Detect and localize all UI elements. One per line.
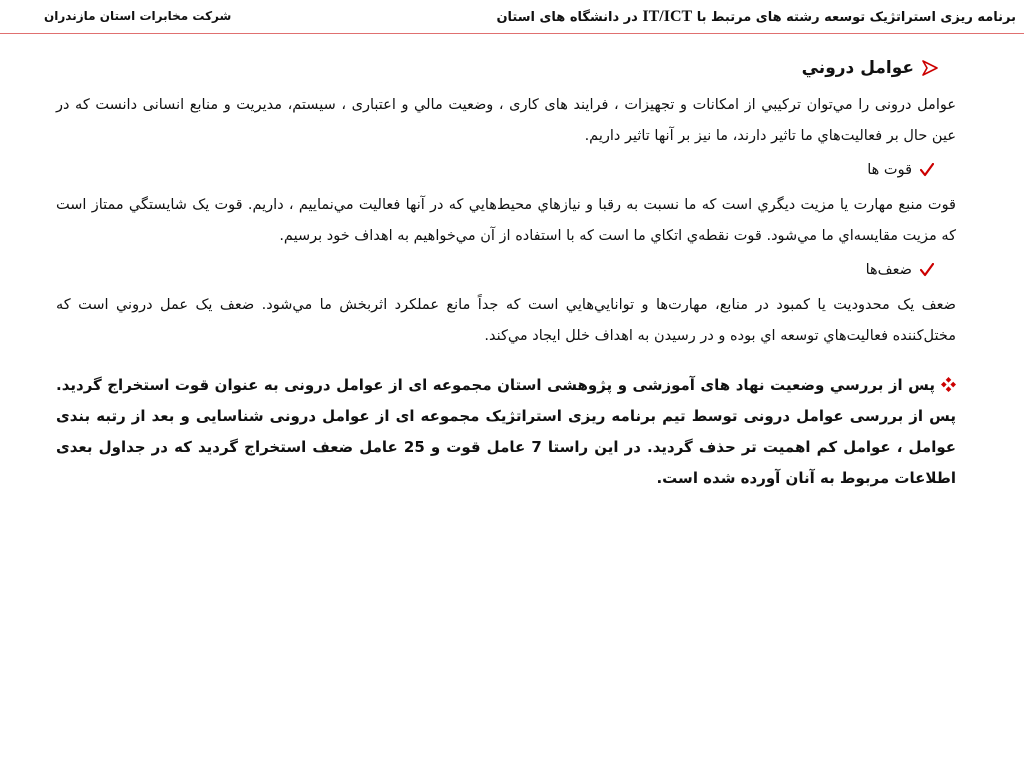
summary-text: پس از بررسي وضعيت نهاد های آموزشی و پژوهشی استان مجموعه ای از عوامل درونی به عنوان قوت استخراج گردید. پس از بررسی عوامل درونی توسط تیم برنامه ریزی استراتژیک مجموعه ای از عوامل درونی شناسایی و بعد از رتبه بندی عوامل ، عوامل کم اهمیت تر حذف گردید. در این راستا 7 عامل قوت و 25 عامل ضعف استخراج گردید که در جداول بعدی اطلاعات مربوط به آنان آورده شده است.	[56, 376, 956, 487]
header-title-post: در دانشگاه های استان	[496, 10, 638, 25]
four-diamond-icon	[941, 377, 956, 392]
weakness-subheading-row	[56, 262, 934, 278]
slide-content	[56, 58, 956, 509]
checkmark-icon	[920, 263, 934, 277]
weakness-paragraph: ضعف يک محدوديت يا كمبود در منابع، مهارت‌ها و توانايي‌هايي است كه جداً مانع عملكرد اثربخش ما مي‌شود. ضعف يک عمل دروني است كه مختل‌كننده فعاليت‌هاي توسعه اي بوده و در رسيدن به اهداف خلل ايجاد مي‌كند.	[56, 297, 956, 344]
slide-header	[0, 0, 1024, 34]
arrow-right-outline-icon	[922, 60, 938, 76]
summary-paragraph	[56, 370, 956, 494]
strength-subheading-row	[56, 162, 934, 178]
weakness-label: ضعف‌ها	[865, 262, 912, 278]
header-company: شرکت مخابرات استان مازندران	[44, 9, 232, 23]
checkmark-icon	[920, 163, 934, 177]
section-heading: عوامل دروني	[801, 58, 914, 78]
section-heading-row	[56, 58, 938, 78]
header-title-latin: IT/ICT	[642, 8, 693, 25]
header-title-pre: برنامه ریزی استراتژیک توسعه رشته های مرتبط با	[696, 10, 1016, 25]
strength-label: قوت ها	[867, 162, 912, 178]
header-title	[496, 8, 1016, 26]
intro-paragraph: عوامل درونی را مي‌توان تركيبي از امكانات و تجهيزات ، فرايند های كاری ، وضعيت مالي و اعتباری ، سيستم، مديريت و منابع انسانی دانست كه در عين حال بر فعاليت‌هاي ما تاثير دارند، ما نيز بر آنها تاثير داريم.	[56, 97, 956, 144]
strength-paragraph: قوت منبع مهارت يا مزيت ديگري است كه ما نسبت به رقبا و نيازهاي محيط‌هايي كه در آنها فعاليت مي‌نماييم ، داريم. قوت یک شايستگي ممتاز است كه مزيت مقايسه‌اي ما مي‌شود. قوت نقطه‌ي اتكاي ما است كه با استفاده از آن مي‌خواهيم به اهداف خود برسيم.	[56, 197, 956, 244]
